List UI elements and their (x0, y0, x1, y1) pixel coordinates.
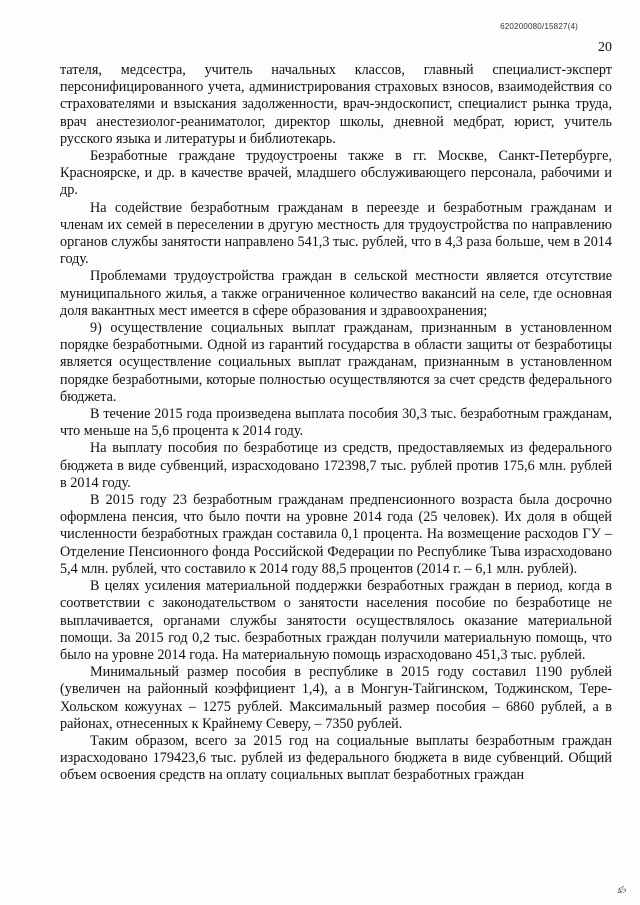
paragraph: Таким образом, всего за 2015 год на социальные выплаты безработным граждан израсходовано 179423,6 тыс. рублей из федерального бюджета в виде субвенций. Общий объем освоения средств на оплату социальных выплат безработных граждан (60, 732, 612, 784)
paragraph: В 2015 году 23 безработным гражданам предпенсионного возраста была досрочно оформлена пенсия, что было почти на уровне 2014 года (25 человек). Их доля в общей численности безработных граждан составила 0,1 процента. На возмещение расходов ГУ – Отделение Пенсионного фонда Российской Федерации по Республике Тыва израсходовано 5,4 млн. рублей, что составило к 2014 году 88,5 процентов (2014 г. – 6,1 млн. рублей). (60, 492, 612, 577)
paragraph: В течение 2015 года произведена выплата пособия 30,3 тыс. безработным гражданам, что меньше на 5,6 процента к 2014 году. (60, 406, 612, 440)
corner-mark: 45 (615, 883, 628, 897)
page-number: 20 (598, 40, 612, 55)
paragraph: Безработные граждане трудоустроены также в гг. Москве, Санкт-Петербурге, Красноярске, и др. в качестве врачей, младшего обслуживающего персонала, рабочими и др. (60, 148, 612, 199)
paragraph: На выплату пособия по безработице из средств, предоставляемых из федерального бюджета в виде субвенций, израсходовано 172398,7 тыс. рублей против 175,6 млн. рублей в 2014 году. (60, 440, 612, 491)
paragraph: тателя, медсестра, учитель начальных классов, главный специалист-эксперт персонифицированного учета, администрирования страховых взносов, взаимодействия со страхователями и взыскания задолженности, врач-эндоскопист, специалист рынка труда, врач анестезиолог-реаниматолог, директор школы, дневной медбрат, юрист, учитель русского языка и литературы и библиотекарь. (60, 62, 612, 147)
paragraph: В целях усиления материальной поддержки безработных граждан в период, когда в соответствии с законодательством о занятости населения пособие по безработице не выплачивается, органами службы занятости осуществлялось оказание материальной помощи. За 2015 год 0,2 тыс. безработных граждан получили материальную помощь, что было на уровне 2014 года. На материальную помощь израсходовано 451,3 тыс. рублей. (60, 578, 612, 663)
document-id: 620200080/15827(4) (500, 22, 578, 31)
paragraph: Проблемами трудоустройства граждан в сельской местности является отсутствие муниципального жилья, а также ограниченное количество вакансий на селе, где основная доля вакантных мест имеется в сфере образования и здравоохранения; (60, 268, 612, 319)
document-body (60, 62, 612, 785)
paragraph: На содействие безработным гражданам в переезде и безработным гражданам и членам их семей в переселении в другую местность для трудоустройства по направлению органов службы занятости направлено 541,3 тыс. рублей, что в 4,3 раза больше, чем в 2014 году. (60, 199, 612, 268)
paragraph: Минимальный размер пособия в республике в 2015 году составил 1190 рублей (увеличен на районный коэффициент 1,4), а в Монгун-Тайгинском, Тоджинском, Тере-Хольском кожуунах – 1275 рублей. Максимальный размер пособия – 6860 рублей, а в районах, отнесенных к Крайнему Северу, – 7350 рублей. (60, 664, 612, 732)
paragraph: 9) осуществление социальных выплат гражданам, признанным в установленном порядке безработными. Одной из гарантий государства в области защиты от безработицы является осуществление социальных выплат гражданам, признанным в установленном порядке безработными, которые полностью осуществляются за счет средств федерального бюджета. (60, 320, 612, 405)
